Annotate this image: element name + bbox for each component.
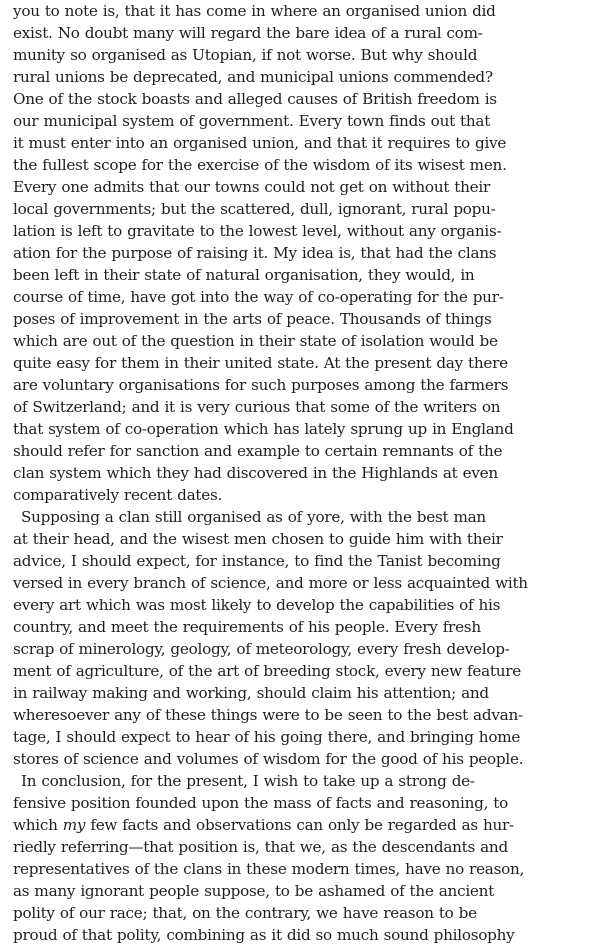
text-line: comparatively recent dates. (13, 486, 223, 504)
text-line: One of the stock boasts and alleged causes of British freedom is (13, 90, 497, 108)
text-line: wheresoever any of these things were to be seen to the best advan- (13, 706, 523, 724)
text-segment: which (13, 816, 63, 834)
paragraph-start-line: In conclusion, for the present, I wish to take up a strong de- (21, 772, 475, 790)
text-line: are voluntary organisations for such purposes among the farmers (13, 376, 509, 394)
text-line: scrap of minerology, geology, of meteorology, every fresh develop- (13, 640, 510, 658)
text-line: representatives of the clans in these modern times, have no reason, (13, 860, 525, 878)
text-line: stores of science and volumes of wisdom for the good of his people. (13, 750, 524, 768)
emphasis-text: my (62, 816, 86, 834)
text-line: in railway making and working, should claim his attention; and (13, 684, 489, 702)
text-line: of Switzerland; and it is very curious that some of the writers on (13, 398, 501, 416)
text-line: clan system which they had discovered in the Highlands at even (13, 464, 498, 482)
text-line: that system of co-operation which has lately sprung up in England (13, 420, 514, 438)
text-line: advice, I should expect, for instance, to find the Tanist becoming (13, 552, 501, 570)
text-line: munity so organised as Utopian, if not worse. But why should (13, 46, 478, 64)
text-line: been left in their state of natural organisation, they would, in (13, 266, 475, 284)
text-line: local governments; but the scattered, dull, ignorant, rural popu- (13, 200, 496, 218)
text-line: quite easy for them in their united state. At the present day there (13, 354, 508, 372)
text-line: lation is left to gravitate to the lowest level, without any organis- (13, 222, 502, 240)
text-line: tage, I should expect to hear of his going there, and bringing home (13, 728, 521, 746)
text-line: poses of improvement in the arts of peace. Thousands of things (13, 310, 492, 328)
text-line: the fullest scope for the exercise of the wisdom of its wisest men. (13, 156, 507, 174)
text-line: versed in every branch of science, and more or less acquainted with (13, 574, 528, 592)
text-line: course of time, have got into the way of co-operating for the pur- (13, 288, 504, 306)
text-line: rural unions be deprecated, and municipal unions commended? (13, 68, 493, 86)
text-line: fensive position founded upon the mass of facts and reasoning, to (13, 794, 509, 812)
text-segment: few facts and observations can only be regarded as hur- (85, 816, 514, 834)
text-line-with-emphasis (13, 814, 514, 836)
text-line: at their head, and the wisest men chosen to guide him with their (13, 530, 503, 548)
paragraph-start-line: Supposing a clan still organised as of yore, with the best man (21, 508, 486, 526)
text-line: Every one admits that our towns could not get on without their (13, 178, 491, 196)
text-line: you to note is, that it has come in where an organised union did (13, 2, 496, 20)
text-line: riedly referring—that position is, that we, as the descendants and (13, 838, 508, 856)
text-line: exist. No doubt many will regard the bare idea of a rural com- (13, 24, 483, 42)
text-line: as many ignorant people suppose, to be ashamed of the ancient (13, 882, 495, 900)
text-line: proud of that polity, combining as it did so much sound philosophy (13, 926, 515, 944)
text-line: which are out of the question in their state of isolation would be (13, 332, 498, 350)
text-line: should refer for sanction and example to certain remnants of the (13, 442, 503, 460)
text-line: ation for the purpose of raising it. My idea is, that had the clans (13, 244, 497, 262)
text-line: polity of our race; that, on the contrary, we have reason to be (13, 904, 477, 922)
text-line: our municipal system of government. Every town finds out that (13, 112, 491, 130)
text-line: it must enter into an organised union, and that it requires to give (13, 134, 507, 152)
text-line: ment of agriculture, of the art of breeding stock, every new feature (13, 662, 522, 680)
text-line: every art which was most likely to develop the capabilities of his (13, 596, 501, 614)
text-line: country, and meet the requirements of his people. Every fresh (13, 618, 481, 636)
